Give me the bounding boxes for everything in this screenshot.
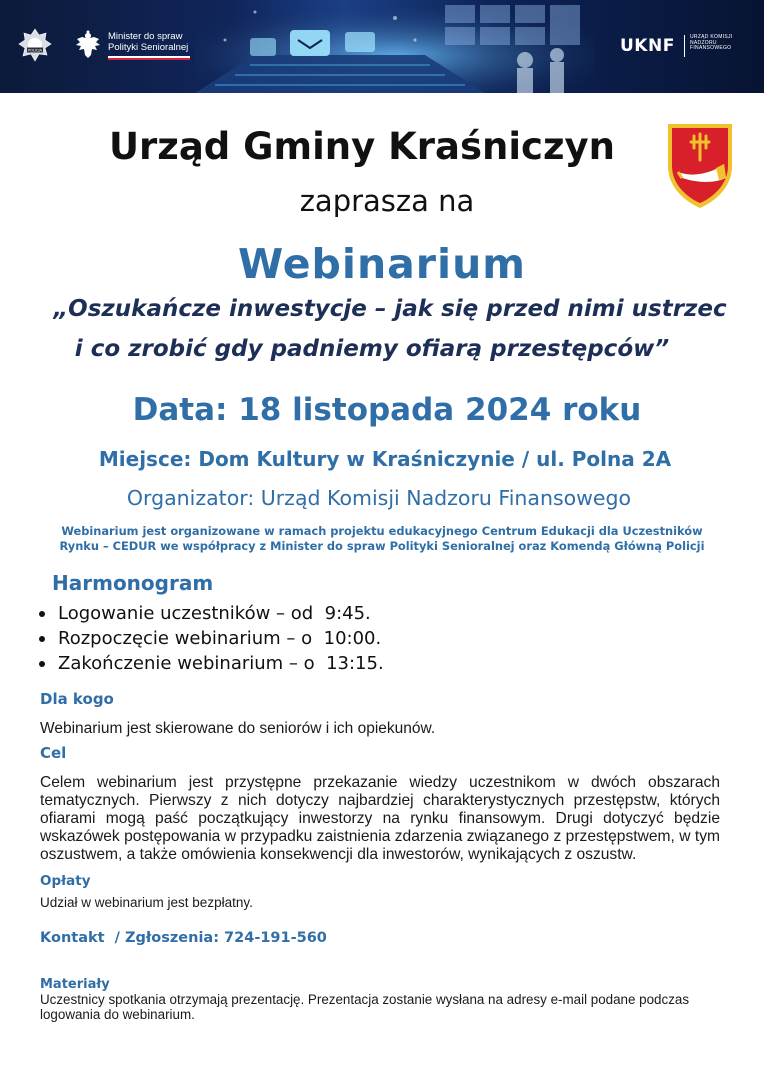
project-note (0, 524, 764, 554)
event-place: Miejsce: Dom Kultury w Kraśniczynie / ul. Polna 2A (98, 447, 672, 471)
technology-illustration (195, 0, 595, 93)
schedule-list (36, 601, 384, 676)
police-logo-text: POLICJA (27, 48, 43, 53)
contact-info: Kontakt / Zgłoszenia: 724-191-560 (40, 930, 327, 946)
fees-heading: Opłaty (40, 873, 91, 889)
organization-title: Urząd Gminy Kraśniczyn (109, 125, 615, 168)
flag-stripe-red (108, 58, 190, 60)
minister-line1: Minister do spraw (108, 31, 183, 42)
minister-line2: Polityki Senioralnej (108, 42, 189, 53)
topic-line-1: „Oszukańcze inwestycje – jak się przed nimi ustrzec (53, 296, 727, 322)
uknf-logo-subtitle: URZĄD KOMISJI NADZORU FINANSOWEGO (690, 34, 733, 52)
fees-text: Udział w webinarium jest bezpłatny. (40, 895, 253, 910)
for-whom-heading: Dla kogo (40, 690, 114, 708)
minister-logo-text (108, 31, 188, 53)
event-organizer: Organizator: Urząd Komisji Nadzoru Finansowego (126, 486, 632, 510)
materials-text: Uczestnicy spotkania otrzymają prezentację. Prezentacja zostanie wysłana na adresy e-mail podane podczas logowania do webinarium. (40, 992, 690, 1022)
materials-heading: Materiały (40, 977, 110, 992)
schedule-item: Zakończenie webinarium – o 13:15. (36, 651, 384, 676)
uknf-logo-divider (684, 35, 685, 57)
goal-text: Celem webinarium jest przystępne przekazanie wiedzy uczestnikom w dwóch obszarach tematycznych. Pierwszy z nich dotyczy najbardziej charakterystycznych przestępstw, których ofiarami mogą paść początkujący inwestorzy na rynku finansowym. Drugi dotyczyć będzie wskazówek postępowania w przypadku zaistnienia zdarzenia związanego z przestępstwem, w tym oszustwem, a także omówienia konsekwencji dla inwestorów, wynikających z oszustw. (40, 774, 720, 863)
police-star-logo (18, 28, 52, 62)
schedule-heading: Harmonogram (52, 571, 214, 595)
project-note-line-2: Rynku – CEDUR we współpracy z Minister do spraw Polityki Senioralnej oraz Komendą Główną Policji (59, 539, 705, 553)
schedule-item: Logowanie uczestników – od 9:45. (36, 601, 384, 626)
minister-logo (74, 30, 189, 64)
goal-heading: Cel (40, 744, 67, 762)
event-date: Data: 18 listopada 2024 roku (132, 392, 642, 428)
project-note-line-1: Webinarium jest organizowane w ramach projektu edukacyjnego Centrum Edukacji dla Uczestników (61, 524, 703, 538)
white-eagle-icon (74, 30, 102, 62)
for-whom-text: Webinarium jest skierowane do seniorów i ich opiekunów. (40, 720, 436, 737)
schedule-item: Rozpoczęcie webinarium – o 10:00. (36, 626, 384, 651)
event-type-title: Webinarium (237, 240, 526, 288)
uknf-logo: UKNF (620, 36, 675, 56)
invites-text: zaprasza na (299, 184, 475, 218)
topic-line-2: i co zrobić gdy padniemy ofiarą przestępców” (74, 336, 670, 362)
header-banner (0, 0, 764, 93)
